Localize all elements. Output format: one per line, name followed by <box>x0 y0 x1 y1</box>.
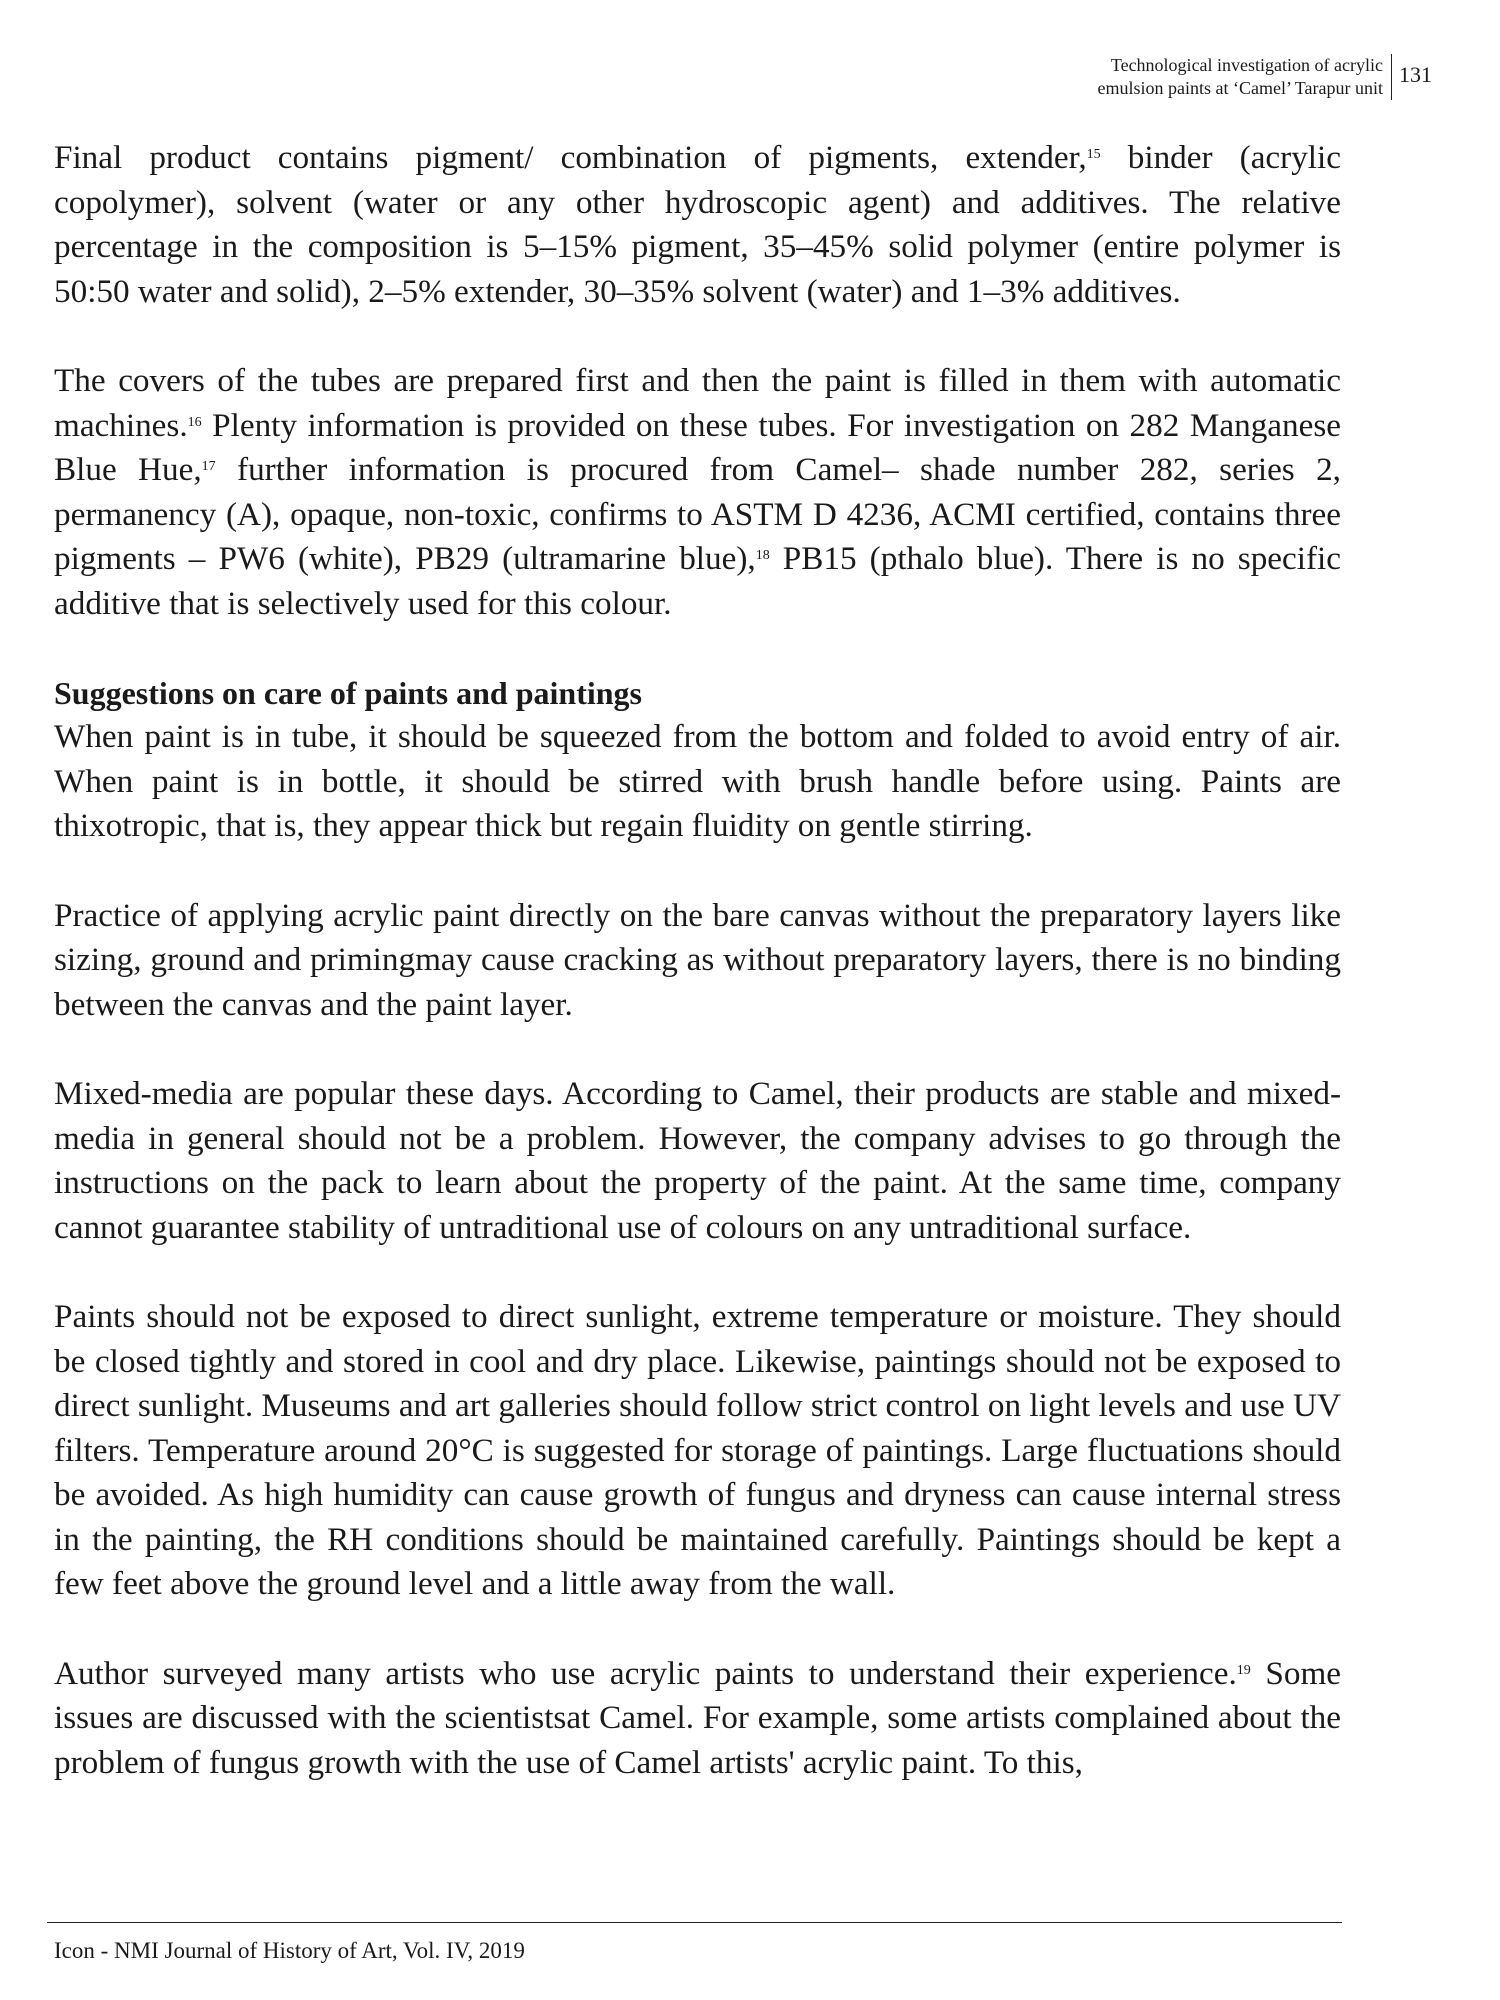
footer-divider <box>47 1922 1342 1923</box>
paragraph-text: PB15 (pthalo blue). There is no specific additive that is selectively used for this colour. <box>54 540 1341 622</box>
running-title-line-2: emulsion paints at ‘Camel’ Tarapur unit <box>1097 78 1383 98</box>
paragraph-composition <box>54 136 1341 314</box>
journal-footer: Icon - NMI Journal of History of Art, Vol. IV, 2019 <box>54 1938 525 1963</box>
paragraph-text: The covers of the tubes are prepared first and then the paint is filled in them with automatic machines. <box>54 362 1341 444</box>
paragraph-text: binder (acrylic copolymer), solvent (water or any other hydroscopic agent) and additives. The relative percentage in the composition is 5–15% pigment, 35–45% solid polymer (entire polymer is 50:50 water and solid), 2–5% extender, 30–35% solvent (water) and 1–3% additives. <box>54 139 1341 310</box>
footnote-ref-15[interactable]: 15 <box>1086 147 1101 162</box>
page-number: 131 <box>1399 62 1432 87</box>
running-title <box>1097 54 1392 100</box>
paragraph-mixed-media: Mixed-media are popular these days. According to Camel, their products are stable and mixed-media in general should not be a problem. However, the company advises to go through the instructions on the pack to learn about the property of the paint. At the same time, company cannot guarantee stability of untraditional use of colours on any untraditional surface. <box>54 1075 1341 1246</box>
article-body <box>54 136 1341 1785</box>
paragraph-text: Final product contains pigment/ combination of pigments, extender, <box>54 139 1087 176</box>
footnote-ref-17[interactable]: 17 <box>201 459 216 474</box>
paragraph-survey <box>54 1652 1341 1786</box>
footnote-ref-18[interactable]: 18 <box>755 548 770 563</box>
footnote-ref-19[interactable]: 19 <box>1236 1662 1251 1678</box>
paragraph-text: Plenty information is provided on these tubes. For investigation on 282 Manganese Blue Hue, <box>54 406 1341 488</box>
paragraph-text: further information is procured from Camel– shade number 282, series 2, permanency (A), opaque, non-toxic, confirms to ASTM D 4236, ACMI certified, contains three pigments – PW6 (white), PB29 (ultramarine blue), <box>54 451 1341 577</box>
paragraph-squeeze: When paint is in tube, it should be squeezed from the bottom and folded to avoid entry of air. When paint is in bottle, it should be stirred with brush handle before using. Paints are thixotropic, that is, they appear thick but regain fluidity on gentle stirring. <box>54 718 1341 844</box>
paragraph-text: Some issues are discussed with the scientistsat Camel. For example, some artists complained about the problem of fungus growth with the use of Camel artists' acrylic paint. To this, <box>54 1654 1341 1781</box>
paragraph-canvas: Practice of applying acrylic paint directly on the bare canvas without the preparatory layers like sizing, ground and primingmay cause cracking as without preparatory layers, there is no binding between the canvas and the paint layer. <box>54 896 1341 1023</box>
section-heading: Suggestions on care of paints and paintings <box>54 675 642 711</box>
paragraph-tubes <box>54 359 1341 626</box>
paragraph-storage: Paints should not be exposed to direct sunlight, extreme temperature or moisture. They should be closed tightly and stored in cool and dry place. Likewise, paintings should not be exposed to direct sunlight. Museums and art galleries should follow strict control on light levels and use UV filters. Temperature around 20°C is suggested for storage of paintings. Large fluctuations should be avoided. As high humidity can cause growth of fungus and dryness can cause internal stress in the painting, the RH conditions should be maintained carefully. Paintings should be kept a few feet above the ground level and a little away from the wall. <box>54 1298 1341 1602</box>
paragraph-text: Author surveyed many artists who use acrylic paints to understand their experience. <box>54 1654 1237 1692</box>
running-header <box>1097 54 1432 100</box>
footnote-ref-16[interactable]: 16 <box>187 414 202 430</box>
running-title-line-1: Technological investigation of acrylic <box>1110 55 1383 75</box>
